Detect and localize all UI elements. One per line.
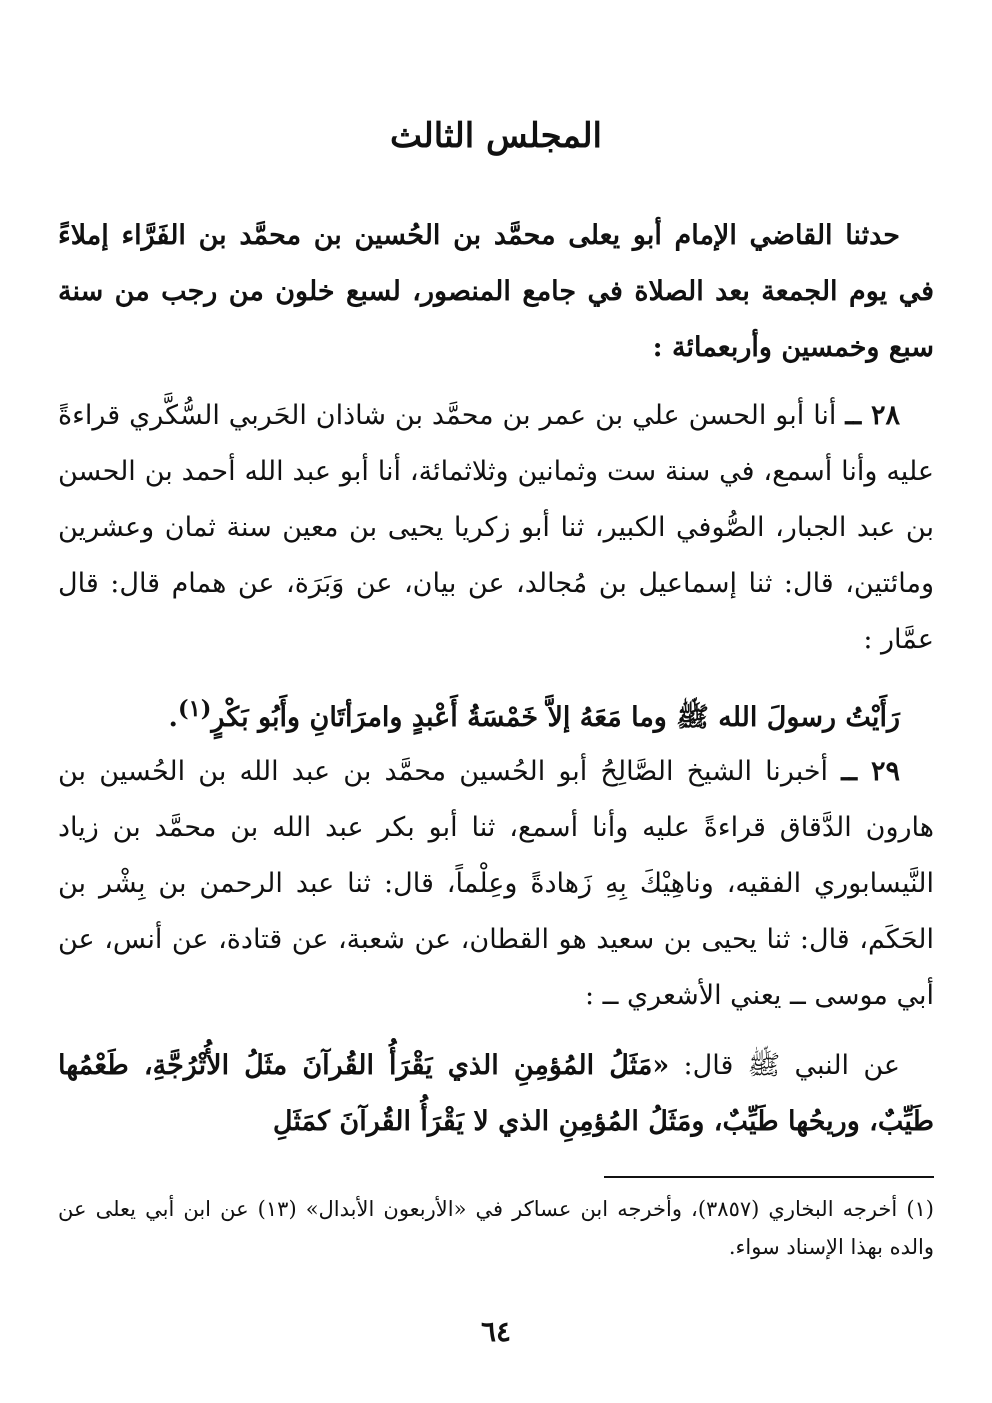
page-number: ٦٤ — [480, 1315, 512, 1348]
footnote-divider — [604, 1176, 934, 1178]
hadith-28-isnad — [58, 388, 934, 668]
footnote-reference: (١) — [177, 696, 212, 722]
hadith-28-matn — [58, 681, 934, 746]
hadith-29-matn-lead: عن النبي ﷺ قال: — [683, 1050, 900, 1081]
hadith-28-end: . — [168, 702, 178, 733]
hadith-28-matn-text: رَأَيْتُ رسولَ الله ﷺ وما مَعَهُ إلاَّ خَمْسَةُ أَعْبدٍ وامرَأتَانِ وأَبُو بَكْرٍ — [211, 702, 900, 733]
intro-paragraph — [58, 208, 934, 376]
hadith-28-isnad-text: أنا أبو الحسن علي بن عمر بن محمَّد بن شاذان الحَربي السُّكَّري قراءةً عليه وأنا أسمع، في سنة ست وثمانين وثلاثمائة، أنا أبو عبد الله أحمد بن الحسن بن عبد الجبار، الصُّوفي الكبير، ثنا أبو زكريا يحيى بن معين سنة ثمان وعشرين ومائتين، قال: ثنا إسماعيل بن مُجالد، عن بيان، عن وَبَرَة، عن همام قال: قال عمَّار : — [58, 400, 934, 655]
hadith-29-matn — [58, 1038, 934, 1150]
hadith-29-isnad — [58, 744, 934, 1024]
hadith-29-matn-text: «مَثَلُ المُؤمِنِ الذي يَقْرَأُ القُرآنَ مثَلُ الأُتْرُجَّةِ، طَعْمُها طَيِّبٌ، وريحُها طَيِّبٌ، ومَثَلُ المُؤمِنِ الذي لا يَقْرَأُ القُرآنَ كمَثَلِ — [58, 1050, 934, 1137]
hadith-29-isnad-text: أخبرنا الشيخ الصَّالِحُ أبو الحُسين محمَّد بن عبد الله بن الحُسين بن هارون الدَّقاق قراءةً عليه وأنا أسمع، ثنا أبو بكر عبد الله بن محمَّد بن زياد النَّيسابوري الفقيه، وناهِيْكَ بِهِ زَهادةً وعِلْماً، قال: ثنا عبد الرحمن بن بِشْر بن الحَكَم، قال: ثنا يحيى بن سعيد هو القطان، عن شعبة، عن قتادة، عن أنس، عن أبي موسى ــ يعني الأشعري ــ : — [58, 756, 934, 1011]
footnote: (١) أخرجه البخاري (٣٨٥٧)، وأخرجه ابن عساكر في «الأربعون الأبدال» (١٣) عن ابن أبي يعلى عن والده بهذا الإسناد سواء. — [58, 1197, 934, 1259]
hadith-29-number: ٢٩ ــ — [841, 756, 900, 787]
intro-text: حدثنا القاضي الإمام أبو يعلى محمَّد بن الحُسين بن محمَّد بن الفَرَّاء إملاءً في يوم الجمعة بعد الصلاة في جامع المنصور، لسبع خلون من رجب من سنة سبع وخمسين وأربعمائة : — [58, 220, 934, 363]
page-title: المجلس الثالث — [389, 116, 603, 156]
hadith-28-number: ٢٨ ــ — [845, 400, 900, 431]
